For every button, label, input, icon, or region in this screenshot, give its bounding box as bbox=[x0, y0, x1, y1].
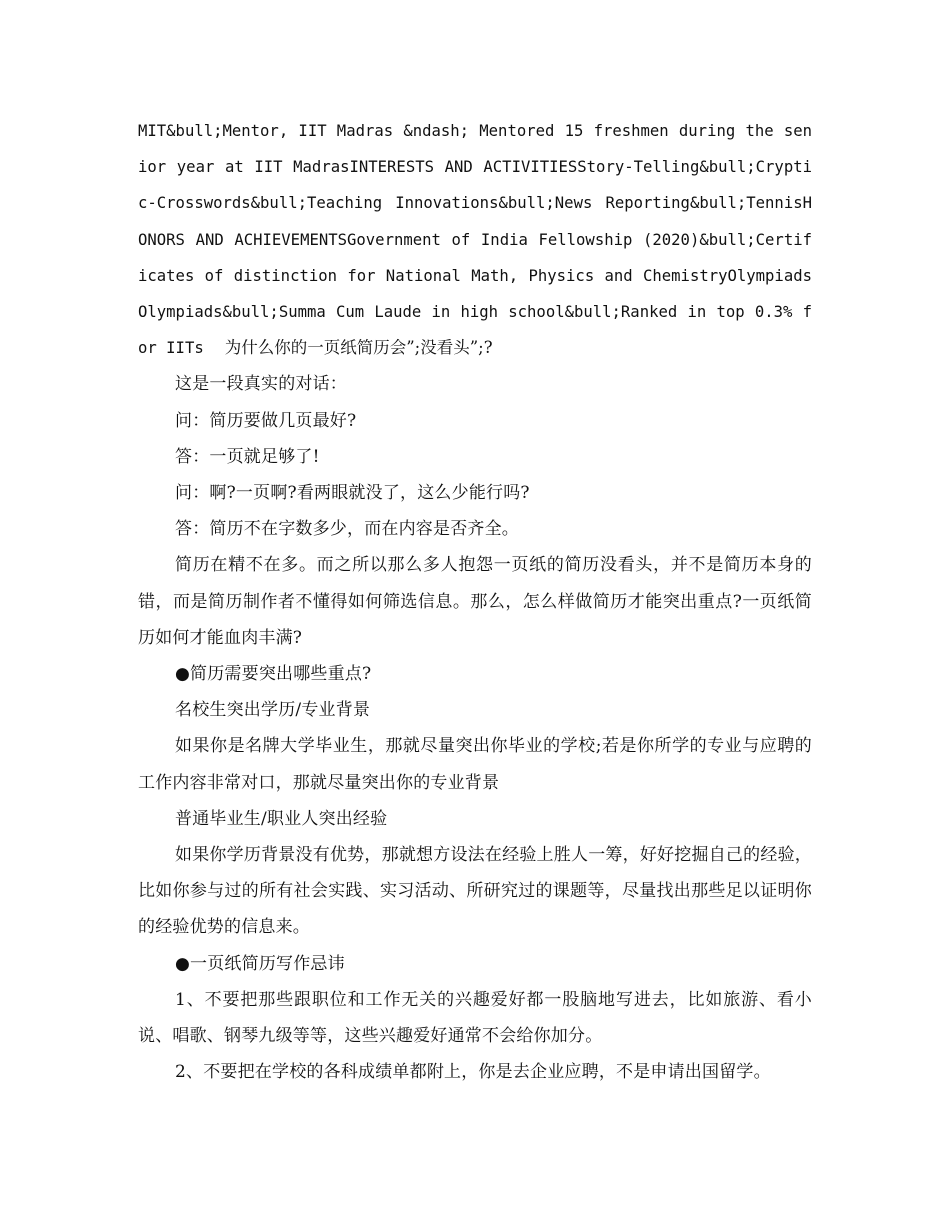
resume-fragment-tail: 为什么你的一页纸简历会”;没看头”;? bbox=[224, 338, 493, 358]
paragraph-taboo-2: 2、不要把在学校的各科成绩单都附上，你是去企业应聘，不是申请出国留学。 bbox=[175, 1062, 771, 1083]
paragraph-question-2: 问：啊?一页啊?看两眼就没了，这么少能行吗? bbox=[175, 483, 530, 504]
subheading-regular-graduates: 普通毕业生/职业人突出经验 bbox=[175, 808, 388, 829]
section-heading-key-points: ●简历需要突出哪些重点? bbox=[175, 664, 372, 685]
subheading-elite-graduates: 名校生突出学历/专业背景 bbox=[175, 700, 371, 721]
section-heading-taboos: ●一页纸简历写作忌讳 bbox=[175, 953, 345, 974]
resume-fragment-block bbox=[138, 113, 812, 366]
document-page bbox=[138, 113, 812, 1090]
paragraph-elite-graduates: 如果你是名牌大学毕业生，那就尽量突出你毕业的学校;若是你所学的专业与应聘的工作内容非常对口，那就尽量突出你的专业背景 bbox=[138, 736, 812, 793]
paragraph-taboo-1: 1、不要把那些跟职位和工作无关的兴趣爱好都一股脑地写进去，比如旅游、看小说、唱歌、钢琴九级等等，这些兴趣爱好通常不会给你加分。 bbox=[138, 989, 812, 1047]
resume-fragment-text: MIT&bull;Mentor, IIT Madras &ndash; Mentored 15 freshmen during the senior year at IIT MadrasINTERESTS AND ACTIVITIESStory-Telling&bull;Cryptic-Crosswords&bull;Teaching Innovations&bull;News Reporting&bull;TennisHONORS AND ACHIEVEMENTSGovernment of India Fellowship (2020)&bull;Certificates of distinction for National Math, Physics and ChemistryOlympiadsOlympiads&bull;Summa Cum Laude in high school&bull;Ranked in top 0.3% for IITs bbox=[138, 122, 812, 358]
paragraph-answer-1: 答：一页就足够了! bbox=[175, 446, 320, 467]
paragraph-answer-2: 答：简历不在字数多少，而在内容是否齐全。 bbox=[175, 519, 519, 540]
paragraph-question-1: 问：简历要做几页最好? bbox=[175, 410, 357, 431]
paragraph-dialogue-intro: 这是一段真实的对话： bbox=[175, 374, 347, 395]
paragraph-explanation: 简历在精不在多。而之所以那么多人抱怨一页纸的简历没看头，并不是简历本身的错，而是简历制作者不懂得如何筛选信息。那么，怎么样做简历才能突出重点?一页纸简历如何才能血肉丰满? bbox=[138, 555, 812, 648]
paragraph-regular-graduates: 如果你学历背景没有优势，那就想方设法在经验上胜人一筹，好好挖掘自己的经验，比如你参与过的所有社会实践、实习活动、所研究过的课题等，尽量找出那些足以证明你的经验优势的信息来。 bbox=[138, 845, 812, 938]
